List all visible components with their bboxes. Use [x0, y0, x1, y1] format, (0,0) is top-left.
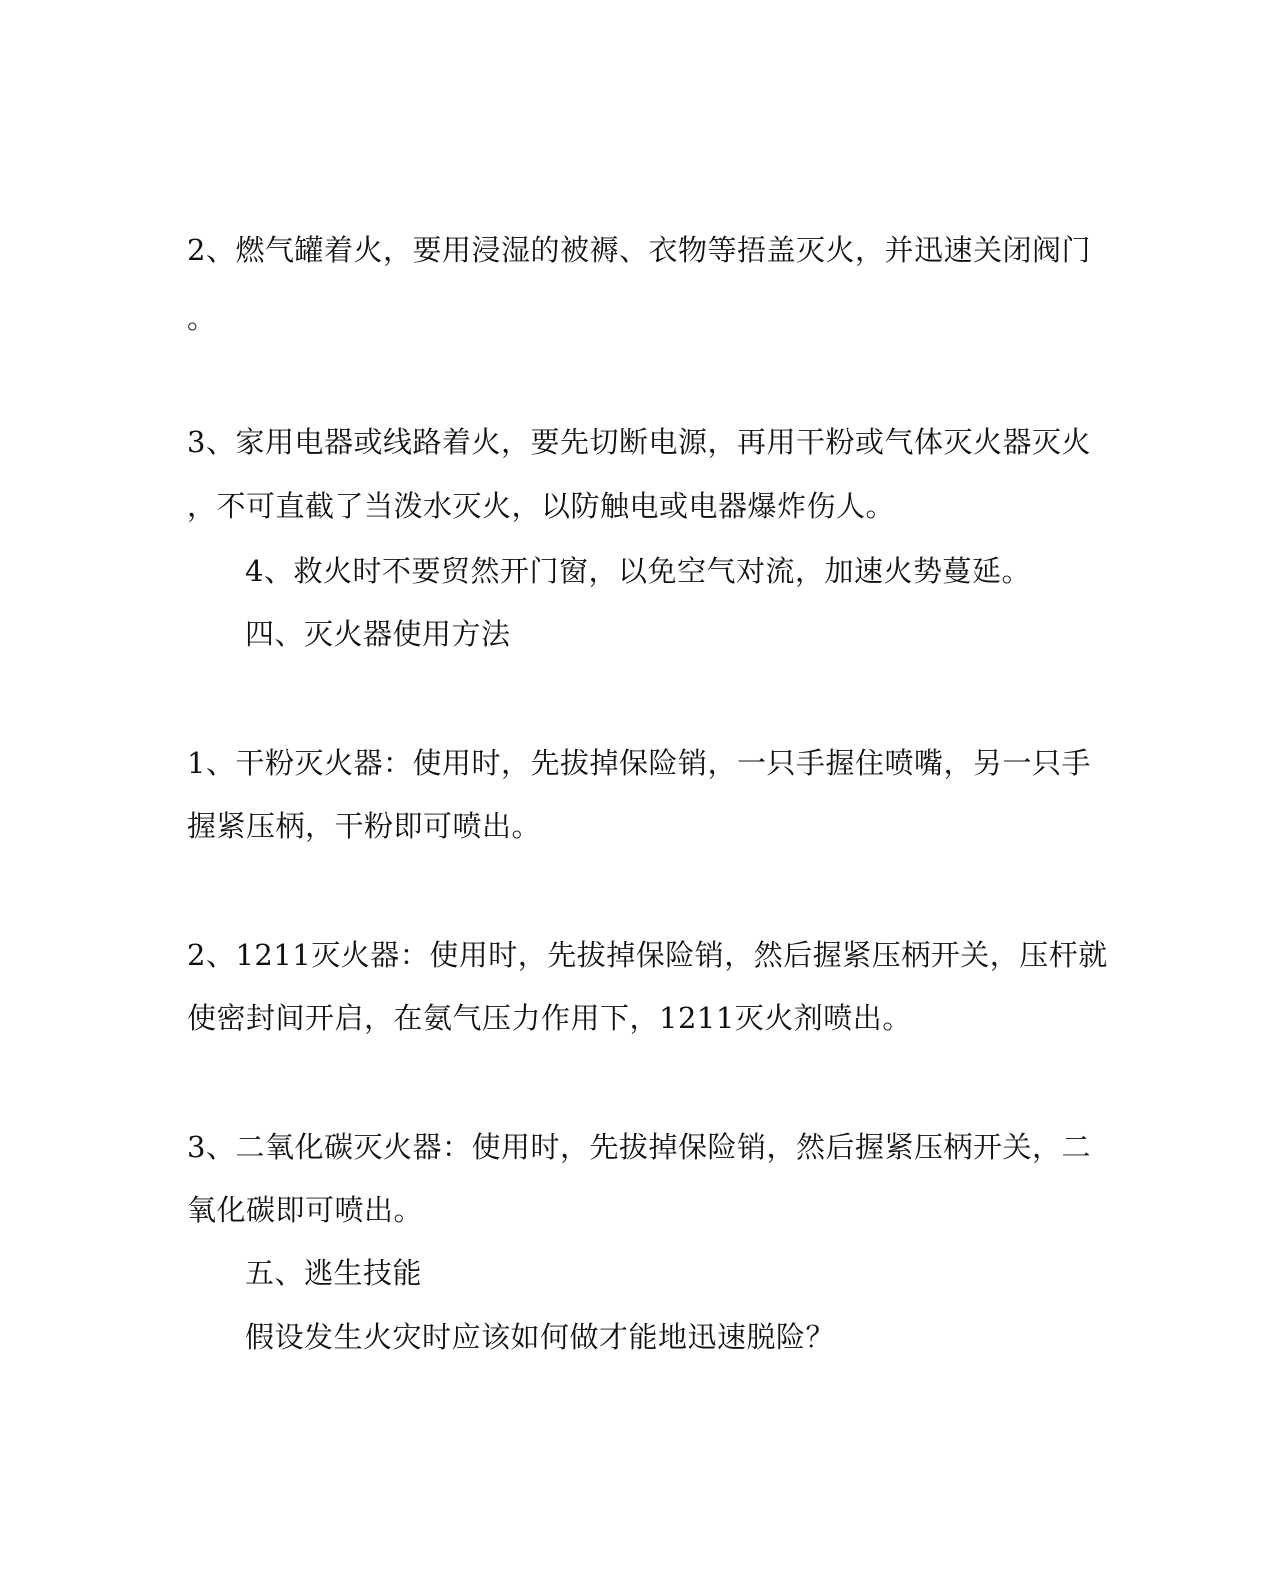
paragraph-1211-line-1: 2、1211灭火器：使用时，先拔掉保险销，然后握紧压柄开关，压杆就: [187, 938, 1108, 972]
paragraph-co2-line-1: 3、二氧化碳灭火器：使用时，先拔掉保险销，然后握紧压柄开关，二: [187, 1130, 1091, 1164]
section-heading-extinguisher-usage: 四、灭火器使用方法: [245, 617, 511, 651]
paragraph-dry-powder-line-1: 1、干粉灭火器：使用时，先拔掉保险销，一只手握住喷嘴，另一只手: [187, 746, 1091, 780]
paragraph-electrical-fire-line-1: 3、家用电器或线路着火，要先切断电源，再用干粉或气体灭火器灭火: [187, 425, 1091, 459]
paragraph-windows-warning: 4、救火时不要贸然开门窗，以免空气对流，加速火势蔓延。: [245, 554, 1031, 588]
paragraph-gas-tank-fire-line-1: 2、燃气罐着火，要用浸湿的被褥、衣物等捂盖灭火，并迅速关闭阀门: [187, 233, 1091, 267]
paragraph-co2-line-2: 氧化碳即可喷出。: [187, 1193, 424, 1227]
paragraph-1211-line-2: 使密封间开启，在氨气压力作用下，1211灭火剂喷出。: [187, 1001, 912, 1035]
section-heading-escape-skills: 五、逃生技能: [245, 1256, 423, 1290]
paragraph-electrical-fire-line-2: ，不可直截了当泼水灭火，以防触电或电器爆炸伤人。: [187, 489, 896, 523]
paragraph-dry-powder-line-2: 握紧压柄，干粉即可喷出。: [187, 809, 542, 843]
paragraph-gas-tank-fire-line-2: 。: [187, 301, 217, 335]
paragraph-escape-question: 假设发生火灾时应该如何做才能地迅速脱险？: [245, 1320, 836, 1354]
